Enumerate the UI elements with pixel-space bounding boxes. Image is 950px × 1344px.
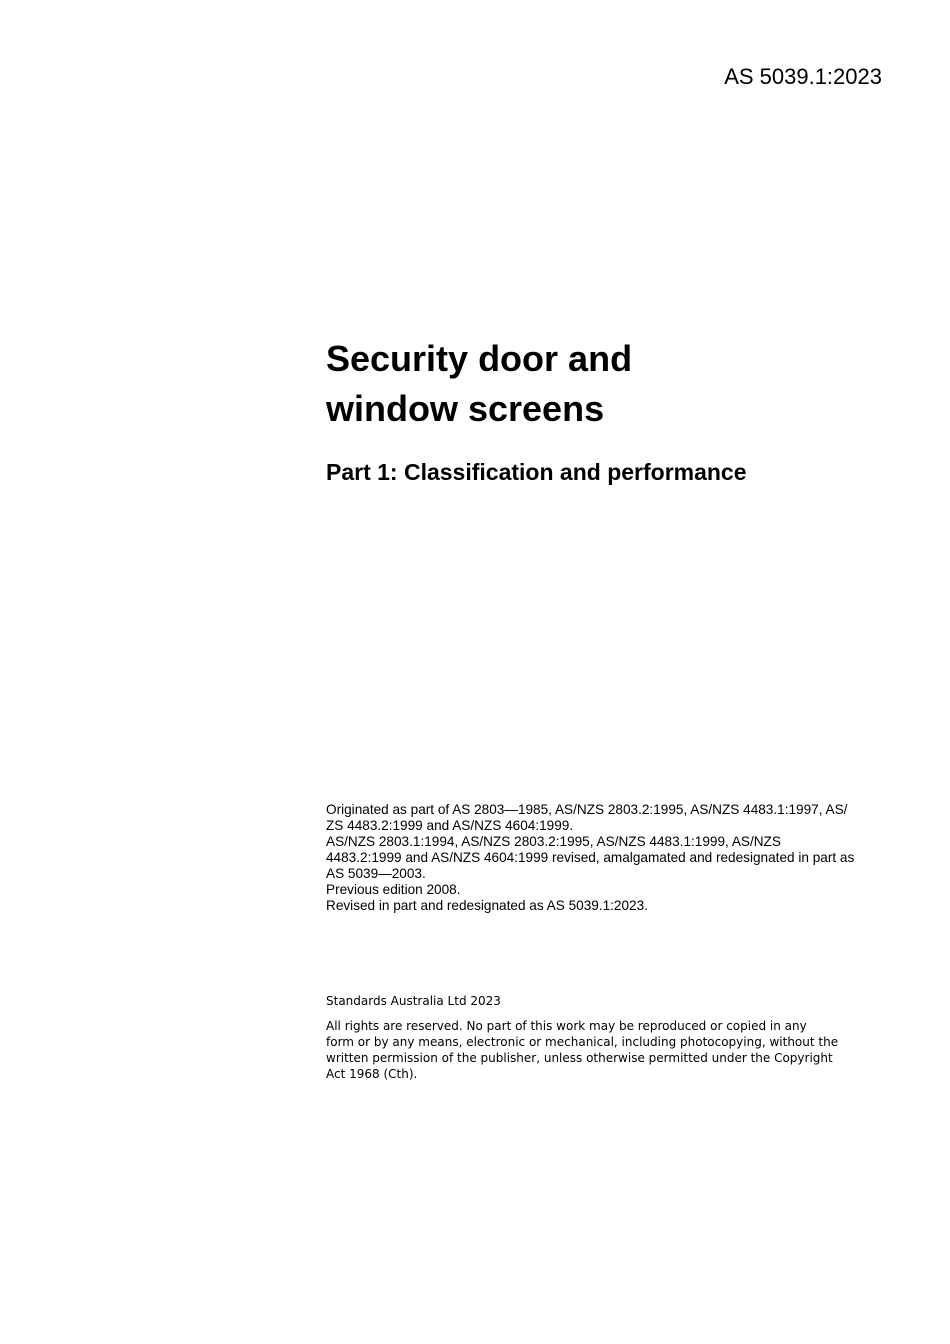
- notice-line: written permission of the publisher, unless otherwise permitted under the Copyright: [326, 1051, 833, 1065]
- title-line: window screens: [326, 388, 605, 429]
- title-line: Security door and: [326, 338, 633, 379]
- copyright-owner: Standards Australia Ltd 2023: [326, 994, 501, 1008]
- notice-line: Act 1968 (Cth).: [326, 1067, 418, 1081]
- history-line: AS 5039—2003.: [326, 866, 426, 881]
- publication-history: [326, 802, 854, 914]
- notice-line: form or by any means, electronic or mechanical, including photocopying, without the: [326, 1035, 839, 1049]
- history-line: Originated as part of AS 2803—1985, AS/NZS 2803.2:1995, AS/NZS 4483.1:1997, AS/: [326, 802, 848, 817]
- history-line: Revised in part and redesignated as AS 5039.1:2023.: [326, 898, 648, 913]
- document-number: AS 5039.1:2023: [724, 64, 882, 89]
- history-line: ZS 4483.2:1999 and AS/NZS 4604:1999.: [326, 818, 574, 833]
- history-line: AS/NZS 2803.1:1994, AS/NZS 2803.2:1995, AS/NZS 4483.1:1999, AS/NZS: [326, 834, 781, 849]
- history-line: 4483.2:1999 and AS/NZS 4604:1999 revised, amalgamated and redesignated in part as: [326, 850, 855, 865]
- document-subtitle: Part 1: Classification and performance: [326, 459, 747, 485]
- history-line: Previous edition 2008.: [326, 882, 461, 897]
- document-title: [326, 334, 632, 434]
- copyright-notice: [326, 1018, 838, 1082]
- notice-line: All rights are reserved. No part of this work may be reproduced or copied in any: [326, 1019, 807, 1033]
